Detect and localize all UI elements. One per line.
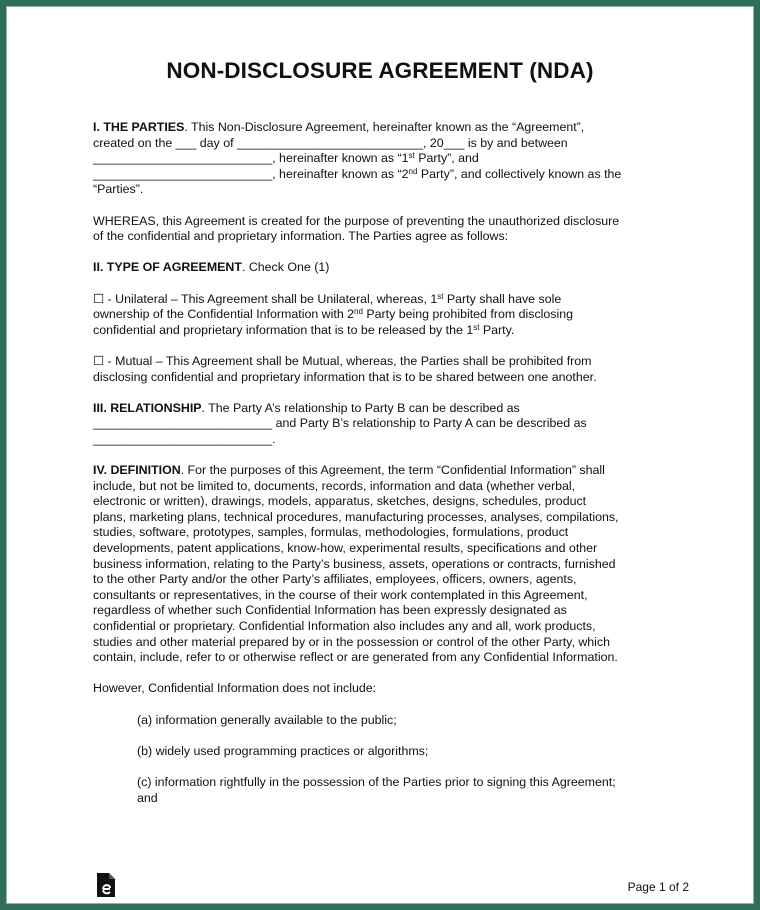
mutual-line-1: ☐ - Mutual – This Agreement shall be Mutual, whereas, the Parties shall be prohibited from — [93, 353, 592, 368]
mutual-checkbox[interactable]: ☐ — [93, 353, 105, 368]
unilateral-line-2: ownership of the Confidential Information with 2nd Party being prohibited from disclosing — [93, 307, 574, 322]
exclusions-intro: However, Confidential Information does not include: — [93, 681, 377, 696]
exclusion-a: (a) information generally available to the public; — [137, 712, 397, 727]
relationship-line-3: __________________________. — [93, 431, 276, 446]
whereas-line-1: WHEREAS, this Agreement is created for the purpose of preventing the unauthorized disclosure — [93, 213, 620, 228]
definition-heading: IV. DEFINITION — [93, 463, 181, 478]
parties-heading: I. THE PARTIES — [93, 120, 185, 134]
mutual-line-2: disclosing confidential and proprietary information that is to be shared between one another. — [93, 369, 597, 384]
definition-line: include, but not be limited to, documents, records, information and data (whether verbal, — [93, 478, 576, 493]
document-e-icon — [95, 872, 117, 898]
definition-line: confidential or proprietary. Confidential Information also includes any and all, work products, — [93, 619, 596, 633]
definition-line: regardless of whether such Confidential Information has been expressly designated as — [93, 603, 567, 618]
definition-line: contain, include, refer to or otherwise reflect or are generated from any Confidential Information. — [93, 650, 618, 665]
parties-line-4: __________________________, hereinafter known as “2nd Party”, and collectively known as the — [93, 166, 622, 181]
definition-line: studies, software, prototypes, samples, formulas, methodologies, formulations, product — [93, 525, 569, 540]
parties-line-5: “Parties”. — [93, 182, 144, 197]
document-title: NON-DISCLOSURE AGREEMENT (NDA) — [166, 58, 594, 83]
whereas-line-2: of the confidential and proprietary information. The Parties agree as follows: — [93, 229, 509, 244]
document-body — [93, 120, 683, 806]
unilateral-line-1: ☐ - Unilateral – This Agreement shall be Unilateral, whereas, 1st Party shall have sole — [93, 291, 562, 306]
unilateral-line-3: confidential and proprietary information that is to be released by the 1st Party. — [93, 322, 515, 337]
exclusion-c-line-1: (c) information rightfully in the possession of the Parties prior to signing this Agreement; — [137, 774, 616, 789]
exclusion-c-line-2: and — [137, 790, 158, 805]
unilateral-checkbox[interactable]: ☐ — [93, 291, 105, 306]
exclusion-b: (b) widely used programming practices or algorithms; — [137, 743, 429, 758]
page-number: Page 1 of 2 — [627, 880, 689, 894]
definition-line: developments, patent applications, know-how, experimental results, specifications and other — [93, 541, 598, 556]
type-heading: II. TYPE OF AGREEMENT — [93, 260, 242, 275]
definition-line: electronic or written), drawings, models, apparatus, sketches, designs, schedules, product — [93, 494, 587, 509]
definition-line: plans, marketing plans, technical procedures, manufacturing processes, analyses, compilations, — [93, 509, 619, 524]
definition-line: consultants or representatives, in the course of their work contemplated in this Agreement, — [93, 587, 588, 602]
type-heading-line: II. TYPE OF AGREEMENT. Check One (1) — [93, 260, 330, 275]
relationship-heading: III. RELATIONSHIP — [93, 400, 202, 415]
definition-line: to the other Party and/or the other Party’s affiliates, employees, officers, owners, agents, — [93, 572, 577, 587]
relationship-line-1: III. RELATIONSHIP. The Party A’s relationship to Party B can be described as — [93, 400, 520, 415]
definition-line: business information, relating to the Party’s business, assets, operations or contracts, furnished — [93, 556, 616, 571]
definition-line-1: IV. DEFINITION. For the purposes of this Agreement, the term “Confidential Information” shall — [93, 463, 605, 478]
definition-line: studies and other material prepared by or in the possession or control of the other Party, which — [93, 634, 611, 649]
parties-line-3: __________________________, hereinafter known as “1st Party”, and — [93, 151, 479, 166]
parties-line-2: created on the ___ day of ___________________________, 20___ is by and between — [93, 135, 568, 150]
parties-line-1: I. THE PARTIES. This Non-Disclosure Agreement, hereinafter known as the “Agreement”, — [93, 120, 585, 134]
relationship-line-2: __________________________ and Party B’s relationship to Party A can be described as — [93, 416, 587, 431]
